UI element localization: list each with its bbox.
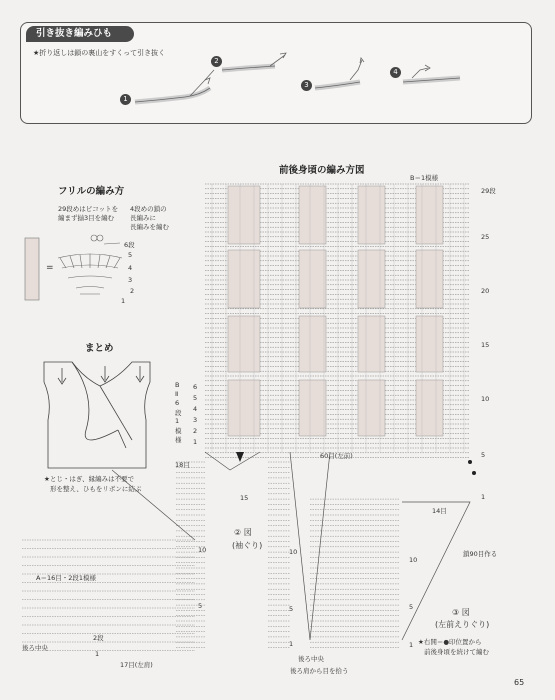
b-side-6: 模 (175, 427, 182, 435)
bottom-note-2: 前後身頃を続けて編む (424, 648, 489, 656)
fig3-row-1: 1 (409, 641, 414, 649)
marker-dot (472, 471, 476, 475)
left-row-5: 5 (193, 394, 198, 402)
matome-note-2: 形を整え、ひもをリボンに結ぶ (50, 485, 142, 493)
motif-block (358, 186, 385, 244)
row-17-label: 17目(左肩) (120, 661, 153, 669)
frill-row-1: 1 (121, 297, 126, 305)
row-5: 5 (481, 451, 486, 459)
back-center-bottom: 後ろ中央 (298, 655, 324, 663)
a-row-1: 1 (95, 650, 100, 658)
motif-block (228, 380, 260, 436)
bottom-note-1: ★右開＝●印位置から (418, 638, 482, 646)
motif-block (358, 316, 385, 372)
motif-block (299, 316, 326, 372)
a-row-5: 5 (198, 602, 203, 610)
b-side-1: B (175, 381, 180, 389)
left-row-6: 6 (193, 383, 198, 391)
frill-row-5: 5 (128, 251, 133, 259)
motif-block (228, 186, 260, 244)
armhole-v (205, 452, 260, 470)
b-side-2: Ⅱ (175, 390, 179, 398)
step-3-badge: 3 (301, 80, 312, 91)
motif-block (228, 250, 260, 308)
matome-title: まとめ (85, 343, 114, 354)
frill-note-left-2: 編まず揃3目を編む (58, 214, 115, 222)
motif-block (416, 380, 443, 436)
motif-block (299, 380, 326, 436)
motif-block (416, 186, 443, 244)
pattern-a-label: A＝16目・2段1模様 (36, 574, 96, 582)
motif-block (416, 250, 443, 308)
row-10: 10 (481, 395, 490, 403)
main-chart-title: 前後身頃の編み方図 (279, 165, 365, 176)
row-1-right: 1 (481, 493, 486, 501)
a-edge (112, 470, 195, 540)
center-row-10: 10 (289, 548, 298, 556)
fig3-row-10: 10 (409, 556, 418, 564)
fig2-label: ② 図 (234, 528, 252, 537)
center-row-5: 5 (289, 605, 294, 613)
row-20: 20 (481, 287, 490, 295)
frill-row-6: 6段 (124, 241, 135, 249)
page-number: 65 (514, 678, 525, 687)
motif-block (416, 316, 443, 372)
neck-shape (402, 502, 470, 640)
slip-stitch-note: ★折り返しは鎖の裏山をすくって引き抜く (33, 49, 166, 57)
frill-title: フリルの編み方 (58, 186, 125, 197)
center-row-1: 1 (289, 640, 294, 648)
a-row-10: 10 (198, 546, 207, 554)
motif-block (358, 380, 385, 436)
row-18-label: 18目 (175, 461, 190, 469)
fig3-label: ③ 図 (452, 608, 470, 617)
chain-90-label: 鎖90目作る (463, 550, 498, 558)
b-side-5: 1 (175, 417, 180, 425)
triangle-marker (236, 452, 244, 462)
left-row-2: 2 (193, 427, 198, 435)
frill-note-right-2: 長編みに (130, 214, 156, 222)
motif-block (299, 186, 326, 244)
a-row-2: 2段 (93, 634, 104, 642)
left-row-3: 3 (193, 416, 198, 424)
frill-note-right-1: 4段めの鎖の (130, 205, 167, 213)
frill-row-2: 2 (130, 287, 135, 295)
row-14-label: 14目 (432, 507, 447, 515)
step-2-badge: 2 (211, 56, 222, 67)
b-side-3: 6 (175, 399, 180, 407)
b-side-7: 様 (175, 436, 182, 444)
back-center-label: 後ろ中央 (22, 644, 48, 652)
frill-row-3: 3 (128, 276, 133, 284)
center-v (290, 452, 330, 640)
left-row-4: 4 (193, 405, 198, 413)
step-1-badge: 1 (120, 94, 131, 105)
fig3-row-5: 5 (409, 603, 414, 611)
left-row-1: 1 (193, 438, 198, 446)
frill-note-left-1: 29段めはピコットを (58, 205, 119, 213)
fig2-sub: (袖ぐり) (232, 541, 263, 550)
b-repeat-label: B＝1模様 (410, 174, 439, 182)
motif-block (299, 250, 326, 308)
row-15-mid: 15 (240, 494, 249, 502)
row-60-label: 60目(左前) (320, 452, 353, 460)
svg-text:=: = (46, 263, 54, 273)
row-25: 25 (481, 233, 490, 241)
frill-note-right-3: 長編みを編む (130, 223, 169, 231)
matome-note-1: ★とじ・はぎ、縁編みは不要で (44, 475, 135, 483)
b-side-4: 段 (175, 409, 182, 417)
row-15: 15 (481, 341, 490, 349)
step-4-badge: 4 (390, 67, 401, 78)
frill-row-4: 4 (128, 264, 133, 272)
marker-dot (468, 460, 472, 464)
pickup-note: 後ろ肩から目を拾う (290, 667, 349, 675)
motif-block (358, 250, 385, 308)
row-29: 29段 (481, 187, 496, 195)
fig3-sub: (左前えりぐり) (435, 620, 490, 629)
motif-block (228, 316, 260, 372)
slip-stitch-header: 引き抜き編みひも (26, 26, 134, 42)
